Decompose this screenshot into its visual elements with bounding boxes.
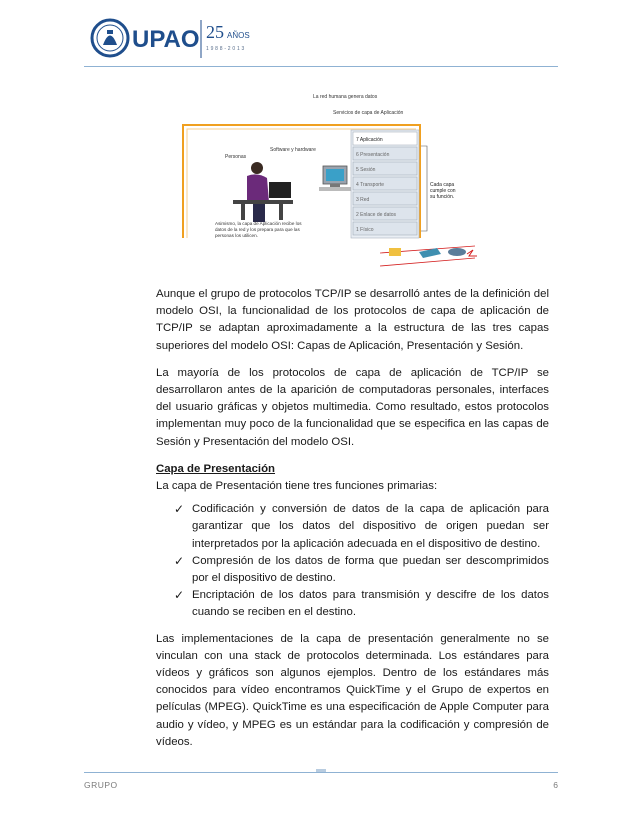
figure-top-label: La red humana genera datos	[313, 94, 378, 100]
svg-text:Asimismo, la capa de Aplicació: Asimismo, la capa de Aplicación recibe los	[215, 221, 302, 226]
footer-rule	[84, 772, 558, 773]
paragraph-tcpip-osi: Aunque el grupo de protocolos TCP/IP se desarrolló antes de la definición del modelo OSI, la funcionalidad de los protocolos de capa de aplicación de TCP/IP se adaptan aproximadamente a la estructura de las tres capas superiores del modelo OSI: Capas de Aplicación, Presentación y Sesión.	[156, 288, 549, 352]
osi-layer: 4 Transporte	[356, 182, 385, 188]
section-title: Capa de Presentación	[156, 462, 276, 475]
footer-group-label: GRUPO	[84, 780, 118, 790]
svg-text:1988-2013: 1988-2013	[206, 46, 247, 52]
software-label: Software y hardware	[270, 147, 316, 153]
svg-text:Cada capa: Cada capa	[430, 182, 455, 188]
svg-text:UPAO: UPAO	[132, 26, 200, 53]
functions-list	[156, 501, 549, 621]
svg-text:AÑOS: AÑOS	[227, 31, 250, 40]
footer-mark	[316, 769, 326, 772]
osi-layer: 5 Sesión	[356, 167, 376, 173]
list-item: ✓ Codificación y conversión de datos de la capa de aplicación para garantizar que los datos del dispositivo de origen puedan ser interpretados por la aplicación adecuada en el dispositivo de destino.	[174, 502, 549, 550]
svg-text:su función.: su función.	[430, 194, 455, 200]
network-devices-icon	[380, 246, 477, 266]
osi-layer-stack	[351, 130, 419, 238]
svg-text:personas los utilicen.: personas los utilicen.	[215, 233, 258, 238]
page-header	[0, 0, 638, 70]
osi-layer: 2 Enlace de datos	[356, 212, 397, 218]
osi-layer: 1 Físico	[356, 227, 374, 233]
figure-services-label: Servicios de capa de Aplicación	[333, 110, 404, 116]
list-item: ✓ Encriptación de los datos para transmisión y descifre de los datos cuando se reciben en el destino.	[174, 588, 549, 619]
upao-logo	[90, 12, 260, 64]
person-at-desk-icon	[233, 162, 293, 222]
computer-icon	[319, 166, 351, 191]
page-number: 6	[553, 780, 558, 790]
section-intro: La capa de Presentación tiene tres funciones primarias:	[156, 480, 438, 493]
paragraph-protocols-history: La mayoría de los protocolos de capa de aplicación de TCP/IP se desarrollaron antes de la aparición de computadoras personales, interfaces del usuario gráficas y objetos multimedia. Como resultado, estos protocolos implementan muy poco de la funcionalidad que se especifica en las capas de Sesión y Presentación del modelo OSI.	[156, 366, 549, 448]
svg-text:cumple con: cumple con	[430, 188, 456, 194]
svg-text:25: 25	[206, 22, 224, 42]
osi-layer: 6 Presentación	[356, 152, 390, 158]
svg-text:datos de la red y los prepara: datos de la red y los prepara para que las	[215, 227, 300, 232]
checkmark-icon: ✓	[174, 588, 185, 603]
document-body	[156, 286, 549, 761]
people-label: Personas	[225, 154, 247, 160]
header-rule	[84, 66, 558, 67]
list-item: ✓ Compresión de los datos de forma que puedan ser descomprimidos por el dispositivo de destino.	[174, 553, 549, 585]
checkmark-icon: ✓	[174, 502, 185, 517]
checkmark-icon: ✓	[174, 553, 185, 568]
paragraph-implementations: Las implementaciones de la capa de presentación generalmente no se vinculan con una stack de protocolos determinada. Los estándares para vídeos y gráficos son algunos ejemplos. Dentro de los estándares más conocidos para vídeo encontramos QuickTime y el Grupo de expertos en películas (MPEG). QuickTime es una especificación de Apple Computer para audio y vídeo, y MPEG es un estándar para la codificación y compresión de vídeos.	[156, 632, 549, 748]
osi-layer: 7 Aplicación	[356, 137, 383, 143]
osi-application-layer-figure	[175, 88, 495, 270]
osi-layer: 3 Red	[356, 197, 370, 203]
